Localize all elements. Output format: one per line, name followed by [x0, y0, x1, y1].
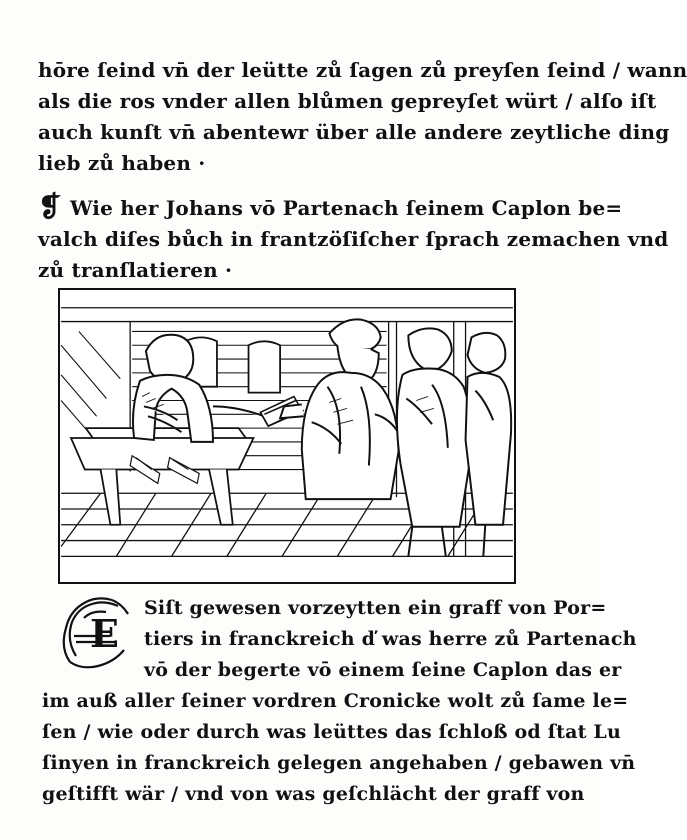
woodcut-illustration — [58, 288, 516, 584]
paragraph-mark: ❡ — [38, 190, 62, 223]
body-line-full-3: ſinyen in franckreich gelegen angehaben / gebawen vn̄ — [42, 752, 636, 774]
decorated-initial — [58, 592, 140, 674]
initial-letter: E — [90, 611, 119, 656]
woodcut-svg — [60, 290, 514, 582]
heading-line-2: valch diſes bůch in frantzöſiſcher ſprach zemachen vnd — [38, 227, 669, 251]
body-line-full-4: geſtifft wär / vnd von was geſchlächt der graff von — [42, 783, 585, 805]
body-line-right-2: tiers in franckreich ď was herre zů Partenach — [144, 628, 637, 650]
heading-line-3: zů tranſlatieren · — [38, 258, 233, 282]
text-line-1: hōre ſeind vn̄ der leütte zů ſagen zů preyſen ſeind / wann — [38, 58, 687, 82]
text-line-3: auch kunſt vn̄ abentewr über alle andere zeytliche ding — [38, 120, 670, 144]
heading-line-1: Wie her Johans vō Partenach ſeinem Caplon be= — [70, 196, 623, 220]
text-line-4: lieb zů haben · — [38, 151, 206, 175]
text-line-2: als die ros vnder allen blůmen gepreyſet würt / alſo iſt — [38, 89, 657, 113]
body-line-right-1: Siſt gewesen vorzeytten ein graff von Por= — [144, 597, 607, 619]
body-line-full-1: im auß aller ſeiner vordren Cronicke wolt zů ſame le= — [42, 690, 629, 712]
body-line-right-3: vō der begerte vō einem ſeine Caplon das er — [144, 659, 622, 681]
body-line-full-2: ſen / wie oder durch was leüttes das ſchloß od ſtat Lu — [42, 721, 621, 743]
